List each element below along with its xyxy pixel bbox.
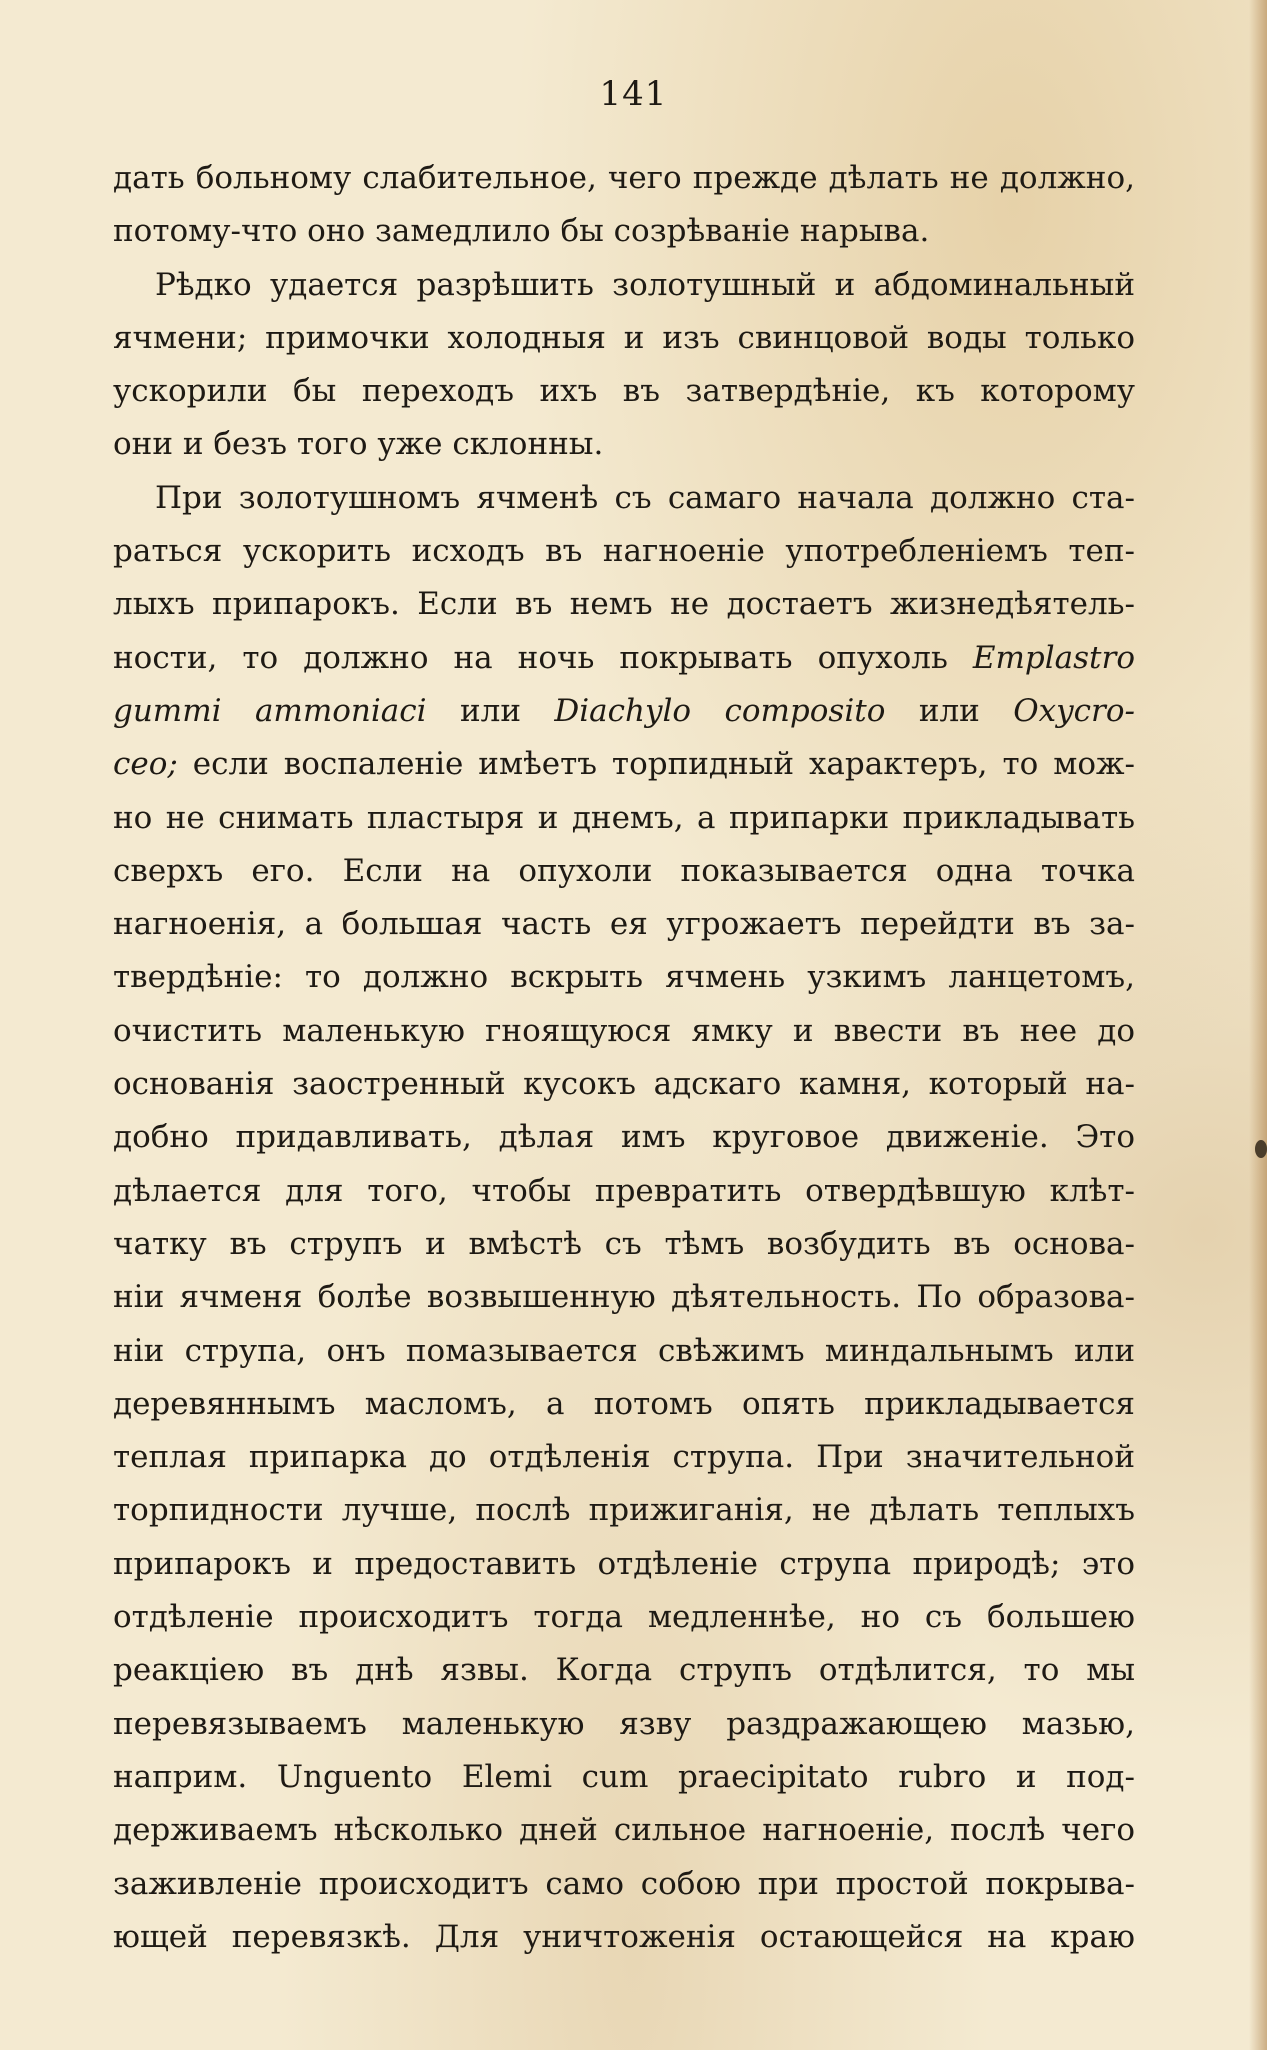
text-segment: ности, то должно на ночь покрывать опухоль [113,639,973,676]
text-line [113,845,1135,898]
text-segment: нiи струпа, онъ помазывается свѣжимъ миндальнымъ или [113,1332,1135,1369]
text-segment: теплая припарка до отдѣленiя струпа. При значительной [113,1439,1135,1476]
page-edge-shadow [1249,0,1267,2050]
text-segment: лыхъ припарокъ. Если въ немъ не достаетъ жизнедѣятель- [113,586,1135,623]
text-segment: Рѣдко удается разрѣшить золотушный и абдоминальный [155,266,1135,303]
text-segment: ячмени; примочки холодныя и изъ свинцовой воды только [113,319,1135,356]
text-line [113,685,1135,738]
text-line [113,152,1135,205]
text-segment: но не снимать пластыря и днемъ, а припарки прикладывать [113,799,1135,836]
text-line [113,205,1135,258]
text-segment: ускорили бы переходъ ихъ въ затвердѣнiе, къ которому [113,373,1135,410]
text-segment: раться ускорить исходъ въ нагноенiе употребленiемъ теп- [113,533,1135,570]
text-line [113,1325,1135,1378]
text-segment: основанiя заостренный кусокъ адскаго камня, который на- [113,1066,1135,1103]
latin-term: Diachylo composito [554,692,886,729]
text-line [113,472,1135,525]
text-line [113,1218,1135,1271]
text-segment: отдѣленiе происходитъ тогда медленнѣе, но съ большею [113,1599,1135,1636]
text-line [113,525,1135,578]
text-line [113,632,1135,685]
text-segment: чатку въ струпъ и вмѣстѣ съ тѣмъ возбудить въ основа- [113,1225,1135,1262]
text-segment: перевязываемъ маленькую язву раздражающею мазью, [113,1705,1135,1742]
text-line [113,1911,1135,1964]
text-line [113,1431,1135,1484]
text-segment: заживленiе происходитъ само собою при простой покрыва- [113,1865,1135,1902]
text-segment: сверхъ его. Если на опухоли показывается одна точка [113,852,1135,889]
text-line [113,1538,1135,1591]
text-line [113,1005,1135,1058]
text-segment: дать больному слабительное, чего прежде дѣлать не должно, [113,160,1135,196]
latin-term: Emplastro [972,639,1135,676]
text-line [113,578,1135,631]
latin-term: gummi ammoniaci [113,692,427,729]
text-segment: потому-что оно замедлило бы созрѣванiе нарыва. [113,213,930,250]
text-segment: торпидности лучше, послѣ прижиганiя, не дѣлать теплыхъ [113,1492,1135,1529]
latin-term: Oxycro- [1013,692,1135,729]
text-line [113,1751,1135,1804]
text-segment: очистить маленькую гноящуюся ямку и ввести въ нее до [113,1012,1135,1049]
page-number: 141 [599,74,668,114]
text-segment: ющей перевязкѣ. Для уничтоженiя остающейся на краю [113,1918,1135,1955]
text-segment: держиваемъ нѣсколько дней сильное нагноенiе, послѣ чего [113,1812,1135,1849]
text-line [113,951,1135,1004]
text-segment: наприм. Unguento Elemi cum praecipitato rubro и под- [113,1758,1135,1795]
text-segment: добно придавливать, дѣлая имъ круговое движенiе. Это [113,1119,1135,1156]
text-line [113,1271,1135,1324]
text-line [113,1111,1135,1164]
text-line [113,898,1135,951]
text-segment: они и безъ того уже склонны. [113,426,604,463]
text-line [113,1484,1135,1537]
text-line [113,1378,1135,1431]
text-line [113,418,1135,471]
text-line [113,1804,1135,1857]
text-line [113,1591,1135,1644]
text-segment: дѣлается для того, чтобы превратить отвердѣвшую клѣт- [113,1172,1135,1209]
text-segment: твердѣнiе: то должно вскрыть ячмень узкимъ ланцетомъ, [113,959,1135,996]
text-line [113,1858,1135,1911]
text-line [113,1698,1135,1751]
text-line [113,1058,1135,1111]
text-segment: деревяннымъ масломъ, а потомъ опять прикладывается [113,1385,1135,1422]
text-line [113,312,1135,365]
text-segment: если воспаленiе имѣетъ торпидный характеръ, то мож- [177,746,1135,783]
text-segment: или [426,692,555,729]
text-segment: реакцiею въ днѣ язвы. Когда струпъ отдѣлится, то мы [113,1652,1135,1689]
text-segment: При золотушномъ ячменѣ съ самаго начала должно ста- [155,479,1135,516]
text-line [113,259,1135,312]
text-segment: нiи ячменя болѣе возвышенную дѣятельность. По образова- [113,1279,1135,1316]
text-line [113,365,1135,418]
latin-term: ceo; [113,746,178,783]
body-text [113,152,1135,1964]
text-line [113,1644,1135,1697]
text-line [113,738,1135,791]
text-segment: припарокъ и предоставить отдѣленiе струпа природѣ; это [113,1545,1135,1582]
text-segment: или [885,692,1014,729]
text-line [113,792,1135,845]
ink-speck [1255,1140,1267,1158]
text-line [113,1165,1135,1218]
text-segment: нагноенiя, а большая часть ея угрожаетъ перейдти въ за- [113,906,1135,943]
